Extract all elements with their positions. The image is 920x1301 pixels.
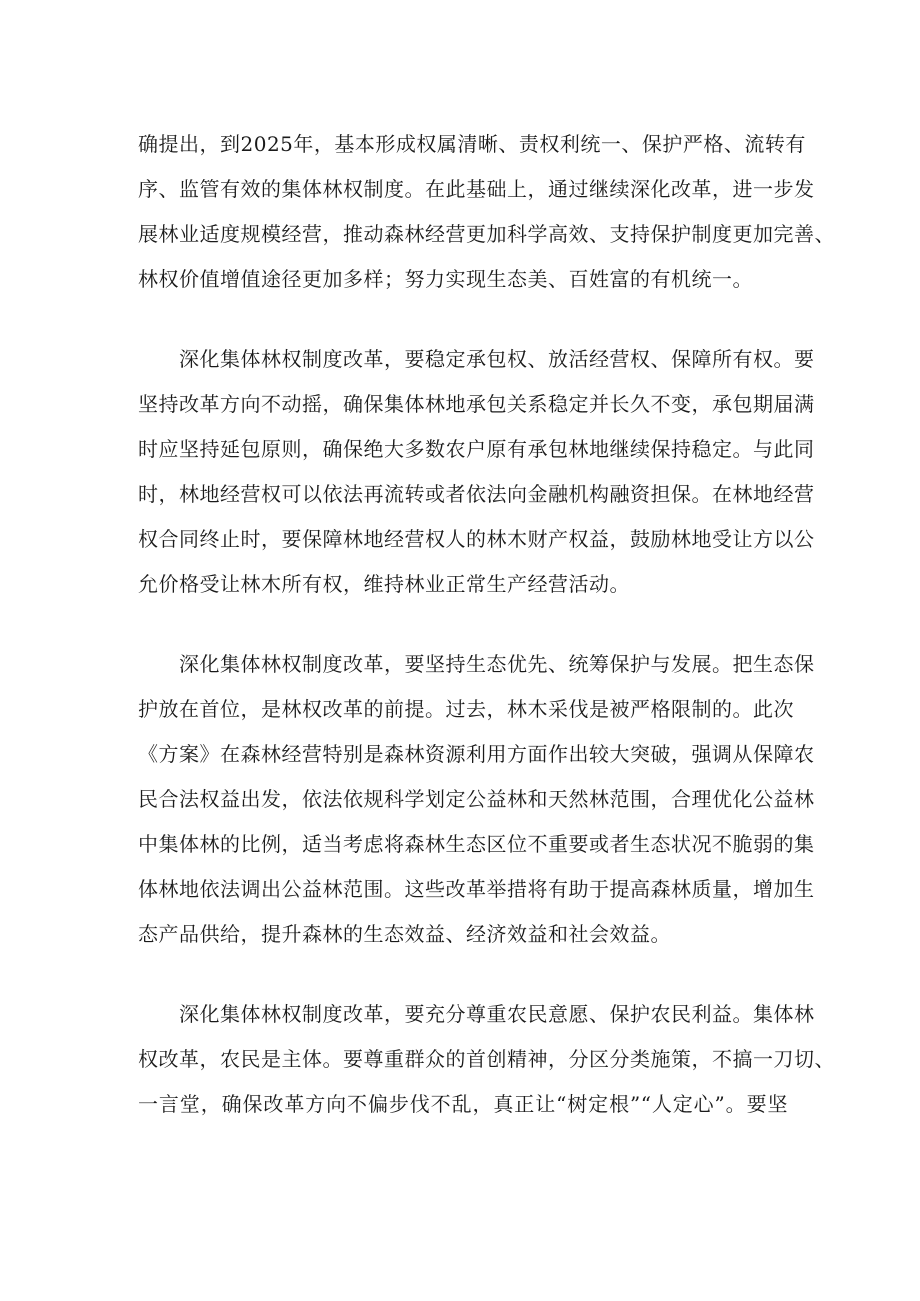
text-line: 坚持改革方向不动摇，确保集体林地承包关系稳定并长久不变，承包期届满 (138, 392, 815, 416)
text-line: 深化集体林权制度改革，要稳定承包权、放活经营权、保障所有权。要 (138, 347, 815, 371)
text-line: 态产品供给，提升森林的生态效益、经济效益和社会效益。 (138, 922, 671, 946)
text-line: 权合同终止时，要保障林地经营权人的林木财产权益，鼓励林地受让方以公 (138, 527, 815, 551)
text-line: 时，林地经营权可以依法再流转或者依法向金融机构融资担保。在林地经营 (138, 482, 815, 506)
text-line: 深化集体林权制度改革，要充分尊重农民意愿、保护农民利益。集体林 (138, 1002, 815, 1026)
text-line: 《方案》在森林经营特别是森林资源利用方面作出较大突破，强调从保障农 (138, 742, 815, 766)
text-line: 序、监管有效的集体林权制度。在此基础上，通过继续深化改革，进一步发 (138, 177, 815, 201)
text-line: 展林业适度规模经营，推动森林经营更加科学高效、支持保护制度更加完善、 (138, 222, 835, 246)
paragraph-3 (138, 642, 815, 957)
text-line: 林权价值增值途径更加多样；努力实现生态美、百姓富的有机统一。 (138, 267, 753, 291)
paragraph-1 (138, 122, 835, 302)
text-line: 中集体林的比例，适当考虑将森林生态区位不重要或者生态状况不脆弱的集 (138, 832, 815, 856)
text-line: 一言堂，确保改革方向不偏步伐不乱，真正让“树定根”“人定心”。要坚 (138, 1092, 788, 1116)
text-line: 护放在首位，是林权改革的前提。过去，林木采伐是被严格限制的。此次 (138, 697, 794, 721)
text-line: 允价格受让林木所有权，维持林业正常生产经营活动。 (138, 572, 630, 596)
text-line: 确提出，到2025年，基本形成权属清晰、责权利统一、保护严格、流转有 (138, 132, 806, 156)
paragraph-4 (138, 992, 835, 1127)
text-line: 体林地依法调出公益林范围。这些改革举措将有助于提高森林质量，增加生 (138, 877, 815, 901)
text-line: 权改革，农民是主体。要尊重群众的首创精神，分区分类施策，不搞一刀切、 (138, 1047, 835, 1071)
paragraph-2 (138, 337, 815, 607)
text-line: 时应坚持延包原则，确保绝大多数农户原有承包林地继续保持稳定。与此同 (138, 437, 815, 461)
text-line: 民合法权益出发，依法依规科学划定公益林和天然林范围，合理优化公益林 (138, 787, 815, 811)
text-line: 深化集体林权制度改革，要坚持生态优先、统筹保护与发展。把生态保 (138, 652, 815, 676)
